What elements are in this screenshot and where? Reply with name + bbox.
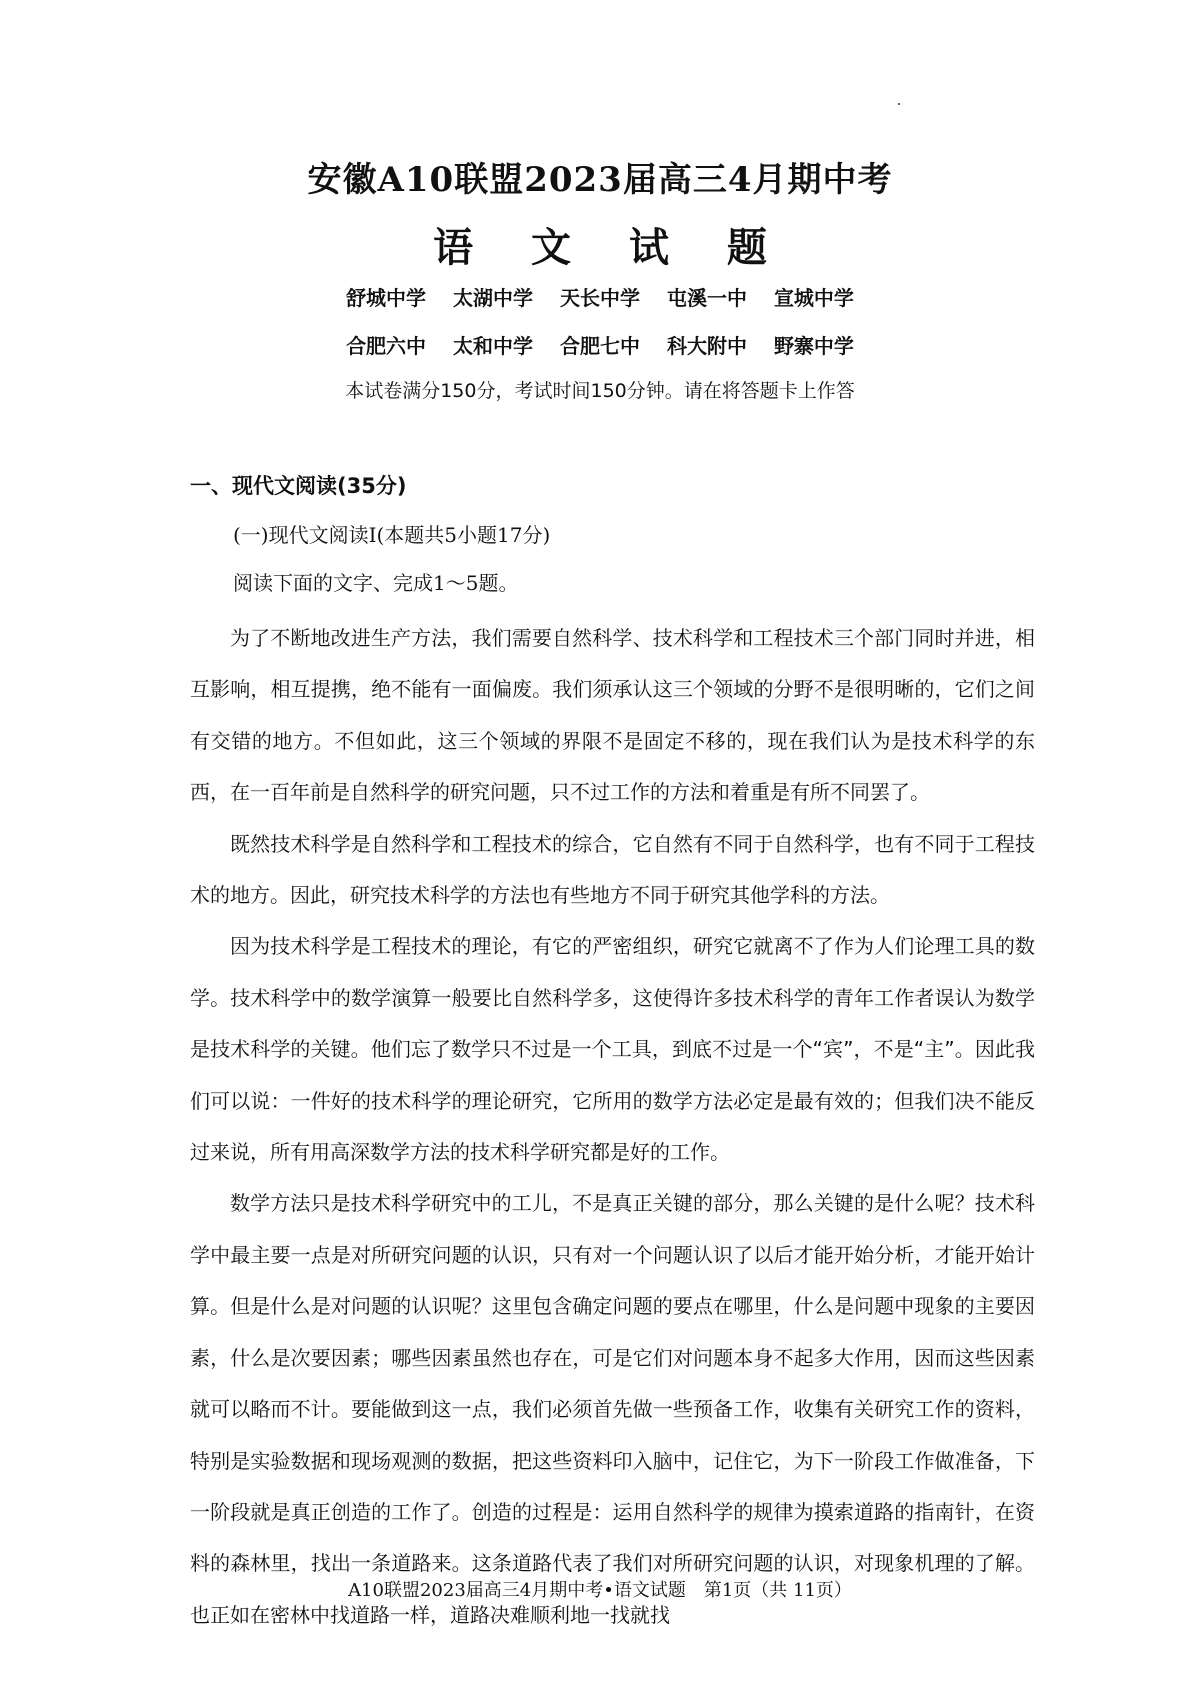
school-name: 宣城中学 (773, 286, 854, 310)
school-name: 天长中学 (560, 286, 640, 310)
school-name: 合肥七中 (560, 334, 640, 358)
school-name: 太和中学 (453, 334, 534, 358)
school-name: 科大附中 (666, 334, 747, 358)
page-footer: A10联盟2023届高三4月期中考•语文试题 第1页（共 11页） (348, 1580, 852, 1601)
section-heading: 一、现代文阅读(35分) (190, 474, 407, 498)
school-name: 太湖中学 (453, 286, 534, 310)
exam-title: 安徽A10联盟2023届高三4月期中考 (307, 160, 893, 200)
school-name: 合肥六中 (346, 334, 427, 358)
passage-paragraph: 数学方法只是技术科学研究中的工儿，不是真正关键的部分，那么关键的是什么呢？技术科学中最主要一点是对所研究问题的认识，只有对一个问题认识了以后才能开始分析，才能开始计算。但是什么是对问题的认识呢？这里包含确定问题的要点在哪里，什么是问题中现象的主要因素，什么是次要因素；哪些因素虽然也存在，可是它们对问题本身不起多大作用，因而这些因素就可以略而不计。要能做到这一点，我们必须首先做一些预备工作，收集有关研究工作的资料，特别是实验数据和现场观测的数据，把这些资料印入脑中，记住它，为下一阶段工作做准备，下一阶段就是真正创造的工作了。创造的过程是：运用自然科学的规律为摸索道路的指南针，在资料的森林里，找出一条道路来。这条道路代表了我们对所研究问题的认识，对现象机理的了解。也正如在密林中找道路一样，道路决难顺利地一找就找 (190, 1191, 1035, 1627)
schools-row-1 (0, 282, 1200, 311)
exam-instructions: 本试卷满分150分，考试时间150分钟。请在将答题卡上作答 (345, 380, 855, 402)
passage-paragraph: 因为技术科学是工程技术的理论，有它的严密组织，研究它就离不了作为人们论理工具的数学。技术科学中的数学演算一般要比自然科学多，这使得许多技术科学的青年工作者误认为数学是技术科学的关键。他们忘了数学只不过是一个工具，到底不过是一个“宾”，不是“主”。因此我们可以说：一件好的技术科学的理论研究，它所用的数学方法必定是最有效的；但我们决不能反过来说，所有用高深数学方法的技术科学研究都是好的工作。 (190, 934, 1035, 1165)
passage-paragraph: 既然技术科学是自然科学和工程技术的综合，它自然有不同于自然科学，也有不同于工程技术的地方。因此，研究技术科学的方法也有些地方不同于研究其他学科的方法。 (190, 831, 1035, 908)
school-name: 屯溪一中 (666, 286, 747, 310)
task-instruction: 阅读下面的文字、完成1～5题。 (233, 571, 519, 595)
sub-section-heading: (一)现代文阅读Ⅰ(本题共5小题17分) (233, 523, 551, 547)
reading-passage (190, 613, 1035, 1641)
scan-speck (898, 103, 900, 105)
schools-row-2 (0, 330, 1200, 359)
school-name: 野寨中学 (773, 334, 854, 358)
school-name: 舒城中学 (346, 286, 427, 310)
passage-paragraph: 为了不断地改进生产方法，我们需要自然科学、技术科学和工程技术三个部门同时并进，相互影响，相互提携，绝不能有一面偏废。我们须承认这三个领域的分野不是很明晰的，它们之间有交错的地方。不但如此，这三个领域的界限不是固定不移的，现在我们认为是技术科学的东西，在一百年前是自然科学的研究问题，只不过工作的方法和着重是有所不同罢了。 (190, 626, 1035, 805)
subject-title: 语 文 试 题 (433, 224, 789, 271)
